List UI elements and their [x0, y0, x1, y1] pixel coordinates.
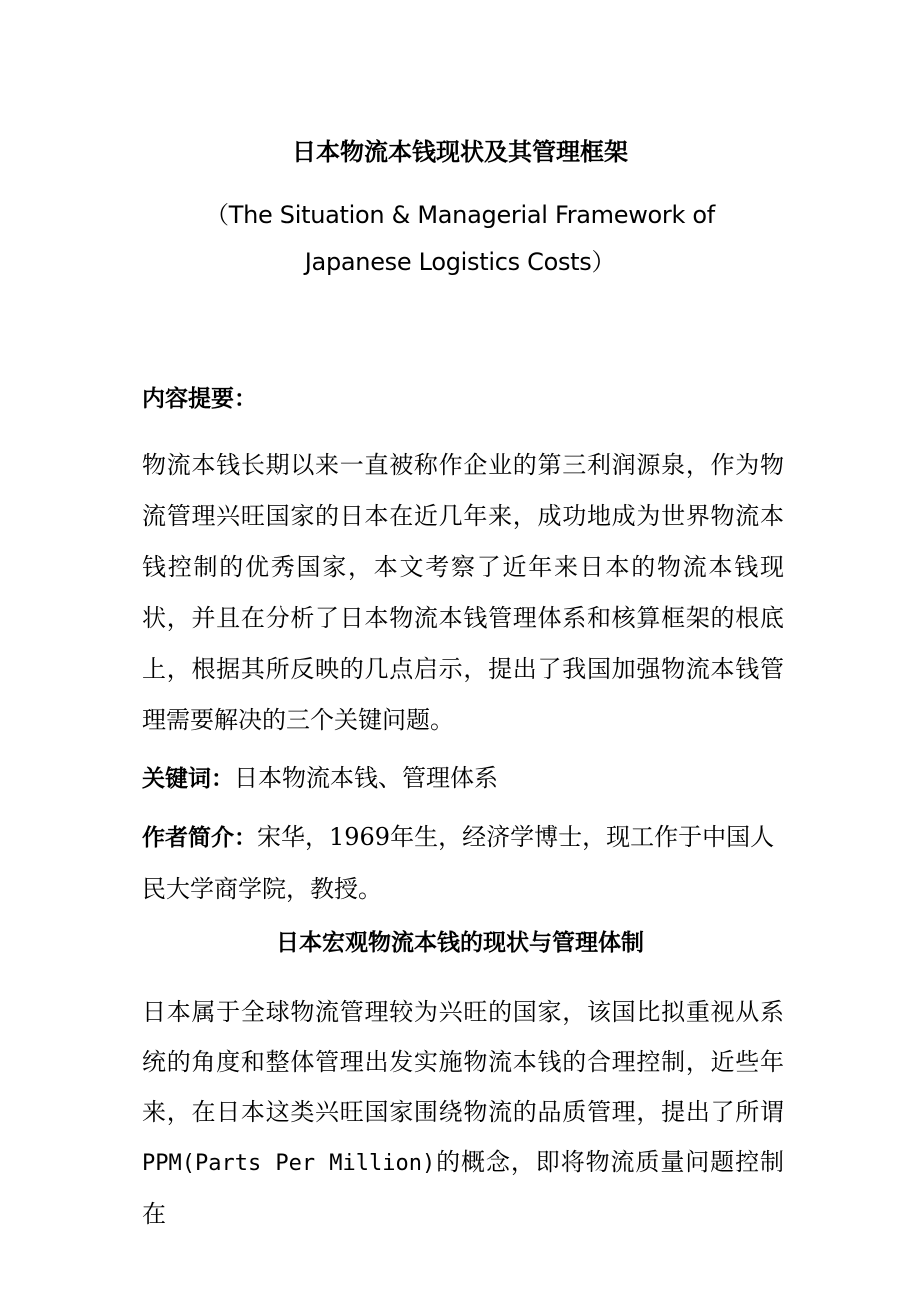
keywords-row [142, 753, 784, 805]
document-title: 日本物流本钱现状及其管理框架 [292, 138, 628, 166]
author-value: 宋华，1969年生，经济学博士，现工作于中国人民大学商学院，教授。 [142, 823, 775, 903]
abstract-text: 物流本钱长期以来一直被称作企业的第三利润源泉，作为物流管理兴旺国家的日本在近几年来，成功地成为世界物流本钱控制的优秀国家，本文考察了近年来日本的物流本钱现状，并且在分析了日本物流本钱管理体系和核算框架的根底上，根据其所反映的几点启示，提出了我国加强物流本钱管理需要解决的三个关键问题。 [142, 451, 784, 734]
section-body-text-1: 日本属于全球物流管理较为兴旺的国家，该国比拟重视从系统的角度和整体管理出发实施物流本钱的合理控制，近些年来，在日本这类兴旺国家围绕物流的品质管理，提出了所谓 [142, 998, 784, 1126]
author-row [142, 812, 784, 915]
author-label: 作者简介： [142, 825, 257, 851]
section-body-text-2: 的概念，即将物流质量问题控制在 [142, 1148, 784, 1228]
section-heading: 日本宏观物流本钱的现状与管理体制 [276, 930, 644, 956]
section-body [142, 987, 784, 1239]
keywords-value: 日本物流本钱、管理体系 [234, 764, 498, 792]
keywords-label: 关键词： [142, 766, 234, 792]
abstract-block [142, 380, 784, 915]
document-subtitle: （The Situation & Managerial Framework of Japanese Logistics Costs） [205, 201, 715, 276]
abstract-heading: 内容提要： [142, 386, 257, 412]
section-body-ppm: PPM(Parts Per Million) [142, 1151, 436, 1176]
